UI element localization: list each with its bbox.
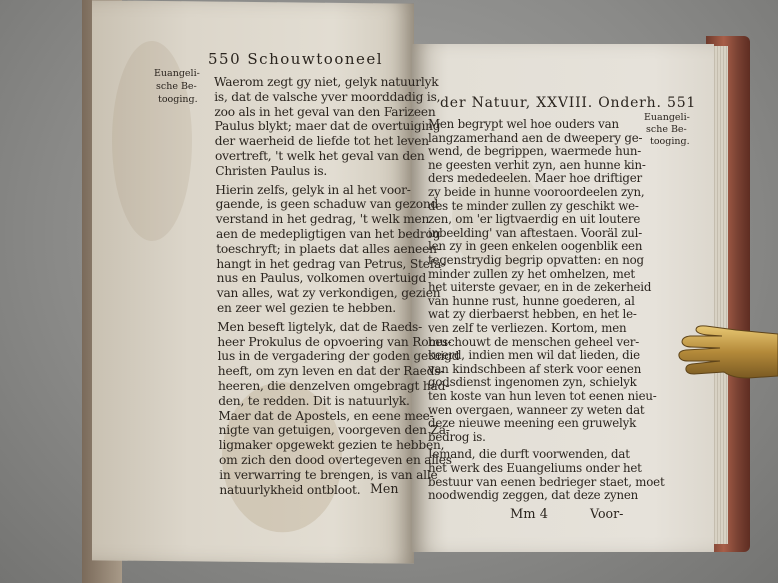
right-text-line: ven zelf te verliezen. Kortom, men xyxy=(428,321,627,335)
right-text-line: Men begrypt wel hoe ouders van xyxy=(428,117,619,131)
right-text-line: zen, om 'er ligtvaerdig en uit loutere xyxy=(428,212,641,227)
right-text-line: ten koste van hun leven tot eenen nieu- xyxy=(428,389,657,403)
left-text-line: toeschryft; in plaets dat alles aeneen- xyxy=(216,241,441,256)
right-text-line: noodwendig zeggen, dat deze zynen xyxy=(428,488,639,503)
right-text-line: keerd, indien men wil dat lieden, die xyxy=(428,348,640,363)
right-text-line: minder zullen zy het omhelzen, met xyxy=(428,266,635,281)
left-text-line: gaende, is geen schaduw van gezond xyxy=(215,197,439,212)
right-text-line: Iemand, die durft voorwenden, dat xyxy=(428,447,630,462)
left-text-line: Christen Paulus is. xyxy=(215,163,328,178)
left-text-line: van alles, wat zy verkondigen, gezien xyxy=(216,286,441,301)
right-text-line: wend, de begrippen, waermede hun- xyxy=(428,144,642,159)
right-text-line: van kindschbeen af sterk voor eenen xyxy=(428,361,642,376)
brass-hand-clip xyxy=(676,320,778,386)
left-text-line: en zeer wel gezien te hebben. xyxy=(217,301,396,315)
right-text-line: len zy in geen enkelen oogenblik een xyxy=(428,239,643,254)
left-text-line: aen de medepligtigen van het bedrog xyxy=(216,227,441,241)
left-text-line: Men beseft ligtelyk, dat de Raeds- xyxy=(217,319,423,334)
right-catchword: Voor- xyxy=(590,506,624,521)
right-text-line: des te minder zullen zy geschikt we- xyxy=(428,198,639,213)
left-text-line: hangt in het gedrag van Petrus, Stefa- xyxy=(216,256,446,271)
left-text-line: Waerom zegt gy niet, gelyk natuurlyk xyxy=(214,75,439,89)
right-text-line: deze nieuwe meening een gruwelyk xyxy=(428,416,637,431)
left-text-line: Hierin zelfs, gelyk in al het voor- xyxy=(215,182,411,197)
right-text-line: langzamerhand aen de dweepery ge- xyxy=(428,130,643,145)
left-text-line: zoo als in het geval van den Farizeen xyxy=(214,104,436,119)
right-text-line: bestuur van eenen bedrieger staet, moet xyxy=(428,474,665,489)
right-text-line: godsdienst ingenomen zyn, schielyk xyxy=(428,375,637,390)
right-text-line: het uiterste gevaer, en in de zekerheid xyxy=(428,280,652,295)
left-catchword: Men xyxy=(370,481,399,496)
right-text-line: het werk des Euangeliums onder het xyxy=(428,461,642,475)
left-text-line: ligmaker opgewekt gezien te hebben, xyxy=(218,438,445,453)
right-text-line: van hunne rust, hunne goederen, al xyxy=(428,293,635,308)
left-text-line: Maer dat de Apostels, en eene mee- xyxy=(218,408,434,423)
left-text-line: lus in de vergadering der goden getuigd xyxy=(217,349,460,364)
left-text-line: overtreft, 't welk het geval van den xyxy=(215,149,425,163)
left-text-line: in verwarring te brengen, is van alle xyxy=(219,467,438,482)
right-text-line: zy beide in hunne vooroordeelen zyn, xyxy=(428,185,645,199)
signature-mark: Mm 4 xyxy=(510,507,549,522)
left-text-line: natuurlykheid ontbloot. xyxy=(219,482,361,497)
left-text-line: den, te redden. Dit is natuurlyk. xyxy=(218,393,410,408)
left-text-line: Paulus blykt; maer dat de overtuiging xyxy=(214,119,441,134)
left-text-line: om zich den dood overtegeven en alles xyxy=(219,453,452,467)
right-text-line: ders mededeelen. Maer hoe driftiger xyxy=(428,171,642,186)
left-text-line: nus en Paulus, volkomen overtuigd xyxy=(216,271,427,286)
right-text-line: tegenstrydig begrip opvatten: en nog xyxy=(428,253,644,267)
left-text-line: verstand in het gedrag, 't welk men xyxy=(215,212,430,227)
left-text-line: heer Prokulus de opvoering van Romu- xyxy=(217,334,452,349)
right-text-line: wat zy dierbaerst hebben, en het le- xyxy=(428,307,637,322)
right-text-line: beschouwt de menschen geheel ver- xyxy=(428,334,640,349)
left-text-line: heeren, die denzelven omgebragt had- xyxy=(218,379,450,393)
left-text-line: heeft, om zyn leven en dat der Raeds- xyxy=(217,364,445,379)
left-text-line: der waerheid de liefde tot het leven xyxy=(214,134,429,149)
left-page-header: 550 Schouwtooneel xyxy=(208,50,384,68)
left-text-line: is, dat de valsche yver moorddadig is, xyxy=(214,89,441,104)
right-text-line: wen overgaen, wanneer zy weten dat xyxy=(428,402,645,417)
right-page-header: der Natuur, XXVIII. Onderh. 551 xyxy=(440,95,697,111)
right-text-line: inbeelding' van aftestaen. Vooräl zul- xyxy=(428,225,643,240)
right-text-line: ne geesten verhit zyn, aen hunne kin- xyxy=(428,157,646,172)
left-text-line: nigte van getuigen, voorgeven den Za- xyxy=(218,423,450,438)
right-text-line: bedrog is. xyxy=(428,429,486,444)
